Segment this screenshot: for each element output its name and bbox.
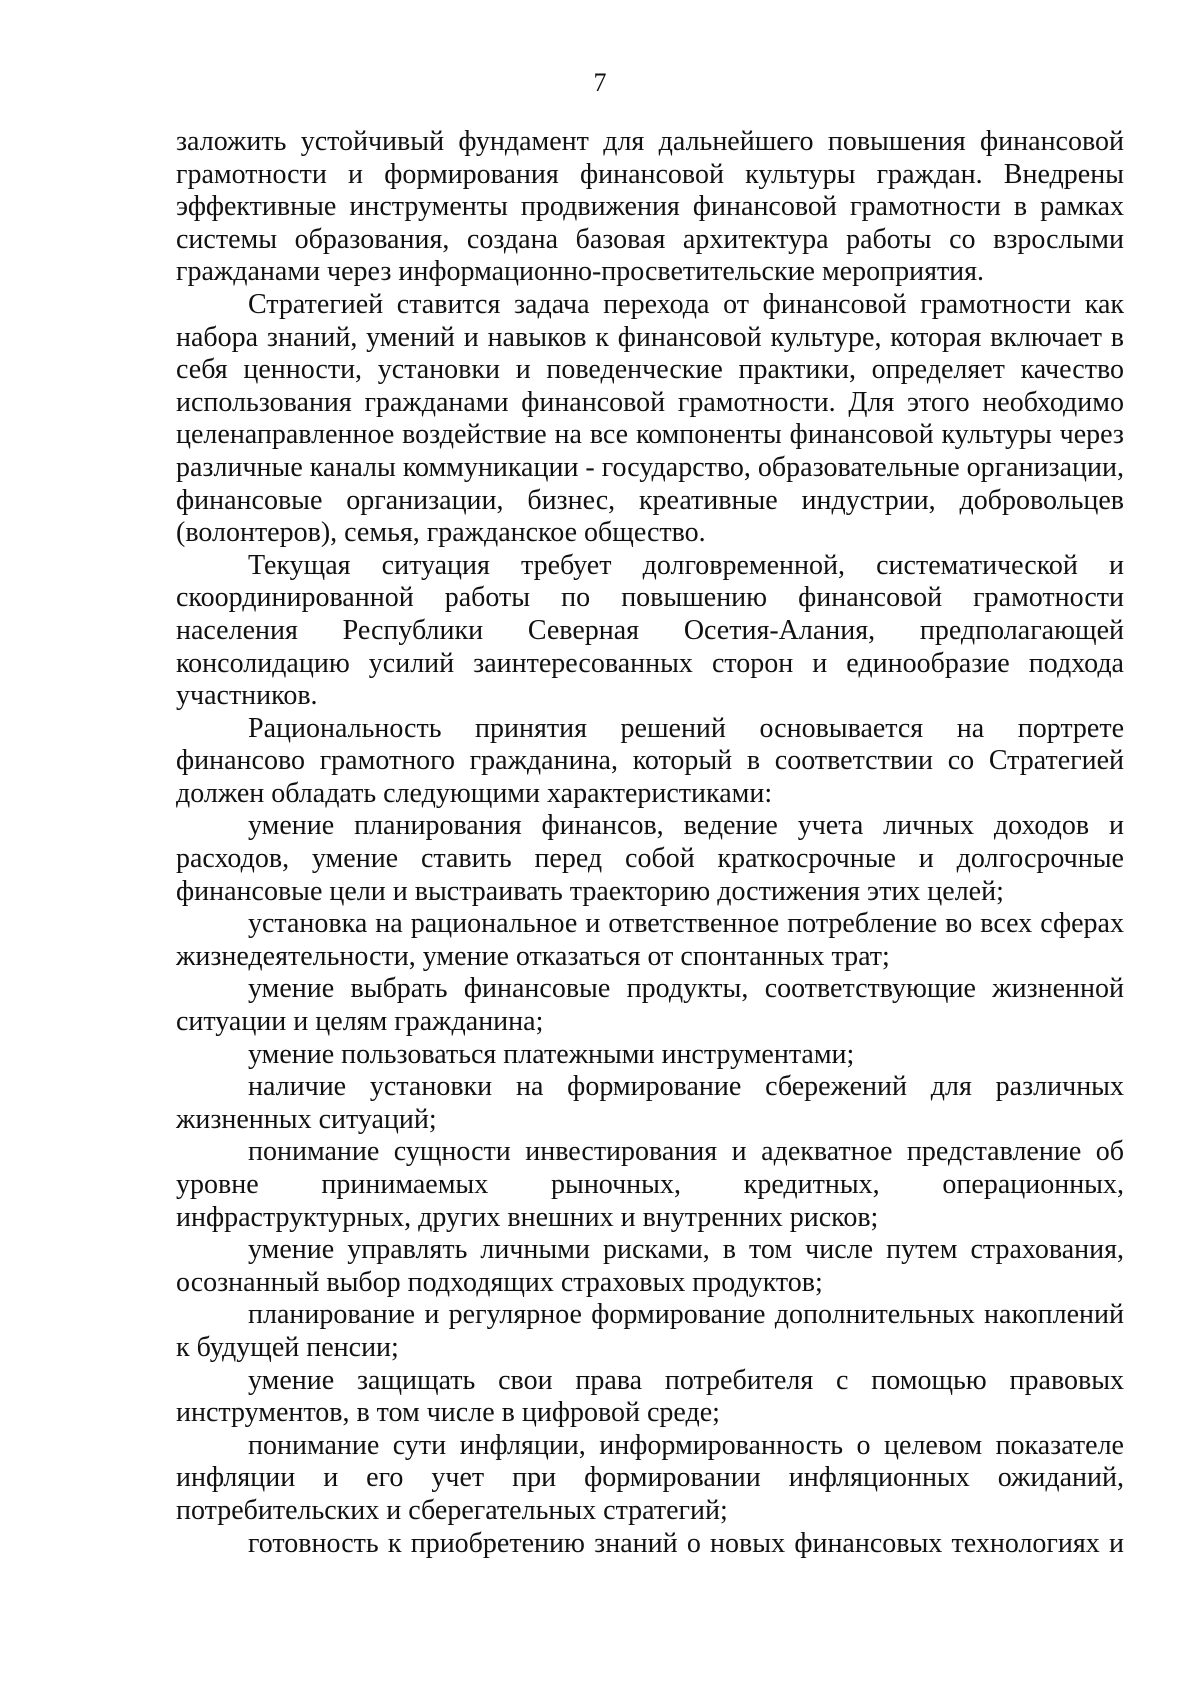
list-item-consumer-rights: умение защищать свои права потребителя с помощью правовых инструментов, в том числе в цифровой среде;: [176, 1364, 1124, 1429]
list-item-payment-instruments: умение пользоваться платежными инструментами;: [248, 1038, 855, 1070]
list-item-inflation: понимание сути инфляции, информированность о целевом показателе инфляции и его учет при формировании инфляционных ожиданий, потребительских и сберегательных стратегий;: [176, 1429, 1124, 1526]
paragraph-current-situation: Текущая ситуация требует долговременной, систематической и скоординированной работы по повышению финансовой грамотности населения Республики Северная Осетия-Алания, предполагающей консолидацию усилий заинтересованных сторон и единообразие подхода участников.: [176, 549, 1124, 712]
paragraph-rationality: Рациональность принятия решений основывается на портрете финансово грамотного гражданина, который в соответствии со Стратегией должен обладать следующими характеристиками:: [176, 712, 1124, 809]
list-item-choose-products: умение выбрать финансовые продукты, соответствующие жизненной ситуации и целям гражданина;: [176, 973, 1124, 1038]
list-item-savings: наличие установки на формирование сбережений для различных жизненных ситуаций;: [176, 1071, 1124, 1135]
list-item-pension: планирование и регулярное формирование дополнительных накоплений к будущей пенсии;: [176, 1299, 1124, 1363]
page-number: 7: [593, 68, 607, 97]
document-body: [176, 126, 1124, 1560]
list-item-investing: понимание сущности инвестирования и адекватное представление об уровне принимаемых рыночных, кредитных, операционных, инфраструктурных, других внешних и внутренних рисков;: [176, 1136, 1124, 1233]
list-item-new-technologies: готовность к приобретению знаний о новых финансовых технологиях и: [248, 1527, 1124, 1559]
list-item-risk-management: умение управлять личными рисками, в том числе путем страхования, осознанный выбор подходящих страховых продуктов;: [176, 1234, 1124, 1298]
list-item-rational-consumption: установка на рациональное и ответственное потребление во всех сферах жизнедеятельности, умение отказаться от спонтанных трат;: [176, 908, 1124, 972]
list-item-financial-planning: умение планирования финансов, ведение учета личных доходов и расходов, умение ставить перед собой краткосрочные и долгосрочные финансовые цели и выстраивать траекторию достижения этих целей;: [176, 810, 1124, 907]
paragraph-intro-continuation: заложить устойчивый фундамент для дальнейшего повышения финансовой грамотности и формирования финансовой культуры граждан. Внедрены эффективные инструменты продвижения финансовой грамотности в рамках системы образования, создана базовая архитектура работы со взрослыми гражданами через информационно-просветительские мероприятия.: [176, 126, 1124, 288]
paragraph-strategy-task: Стратегией ставится задача перехода от финансовой грамотности как набора знаний, умений и навыков к финансовой культуре, которая включает в себя ценности, установки и поведенческие практики, определяет качество использования гражданами финансовой грамотности. Для этого необходимо целенаправленное воздействие на все компоненты финансовой культуры через различные каналы коммуникации - государство, образовательные организации, финансовые организации, бизнес, креативные индустрии, добровольцев (волонтеров), семья, гражданское общество.: [176, 288, 1124, 549]
